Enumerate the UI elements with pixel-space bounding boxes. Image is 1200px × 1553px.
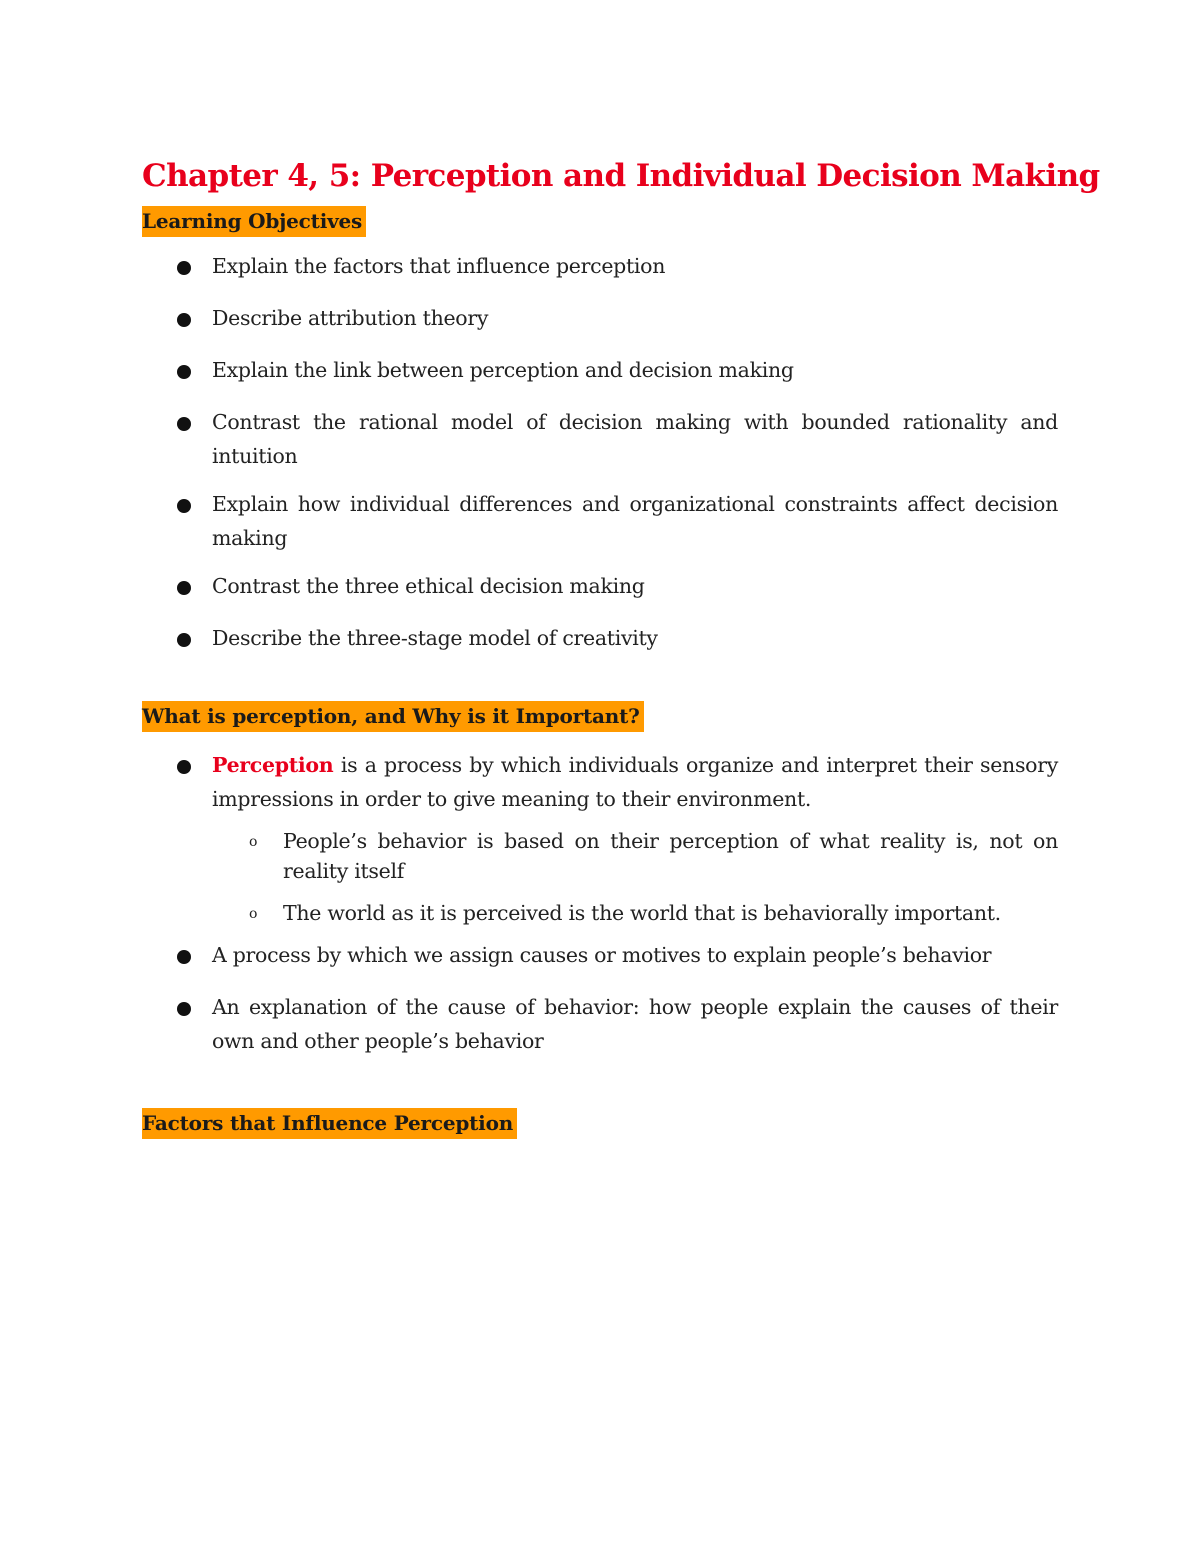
objectives-list <box>142 249 1058 655</box>
filled-circle-bullet-icon <box>177 261 191 275</box>
list-item <box>142 990 1058 1058</box>
list-item <box>142 748 1058 928</box>
document-page <box>142 150 1100 1139</box>
sub-list-item-text: The world as it is perceived is the world that is behaviorally important. <box>283 901 1001 925</box>
hollow-circle-bullet-icon: o <box>249 834 258 850</box>
sub-list-item <box>142 898 1058 928</box>
list-item-text: Explain the factors that influence perception <box>212 254 666 278</box>
section-heading: Learning Objectives <box>142 206 366 237</box>
filled-circle-bullet-icon <box>177 633 191 647</box>
filled-circle-bullet-icon <box>177 313 191 327</box>
filled-circle-bullet-icon <box>177 950 191 964</box>
list-item-text: Explain how individual differences and organizational constraints affect decision making <box>212 492 1058 550</box>
filled-circle-bullet-icon <box>177 581 191 595</box>
list-item <box>142 938 1058 972</box>
section-learning-objectives <box>142 206 1058 655</box>
list-item <box>142 487 1058 555</box>
list-item <box>142 569 1058 603</box>
filled-circle-bullet-icon <box>177 365 191 379</box>
list-item-text: Describe attribution theory <box>212 306 489 330</box>
list-item <box>142 249 1058 283</box>
list-item-text: Describe the three-stage model of creativity <box>212 626 658 650</box>
section-factors <box>142 1108 1058 1139</box>
list-item <box>142 353 1058 387</box>
term-perception: Perception <box>212 753 334 777</box>
hollow-circle-bullet-icon: o <box>249 906 258 922</box>
list-item <box>142 301 1058 335</box>
term-definition: is a process by which individuals organize and interpret their sensory impressions in order to give meaning to their environment. <box>212 753 1058 811</box>
list-item-text: A process by which we assign causes or motives to explain people’s behavior <box>212 943 992 967</box>
list-item-text: Contrast the rational model of decision making with bounded rationality and intuition <box>212 410 1058 468</box>
sub-list-item <box>142 826 1058 886</box>
filled-circle-bullet-icon <box>177 760 191 774</box>
list-item <box>142 405 1058 473</box>
sub-list <box>212 826 1058 928</box>
filled-circle-bullet-icon <box>177 499 191 513</box>
list-item-text: Explain the link between perception and decision making <box>212 358 794 382</box>
filled-circle-bullet-icon <box>177 1002 191 1016</box>
filled-circle-bullet-icon <box>177 417 191 431</box>
section-heading: What is perception, and Why is it Important? <box>142 701 644 732</box>
list-item <box>142 621 1058 655</box>
perception-list <box>142 748 1058 1058</box>
sub-list-item-text: People’s behavior is based on their perception of what reality is, not on reality itself <box>283 829 1058 883</box>
section-heading: Factors that Influence Perception <box>142 1108 517 1139</box>
page-title: Chapter 4, 5: Perception and Individual Decision Making <box>142 158 1100 194</box>
list-item-text: An explanation of the cause of behavior: how people explain the causes of their own and other people’s behavior <box>212 995 1058 1053</box>
section-what-is-perception <box>142 701 1058 1058</box>
list-item-text: Contrast the three ethical decision making <box>212 574 645 598</box>
